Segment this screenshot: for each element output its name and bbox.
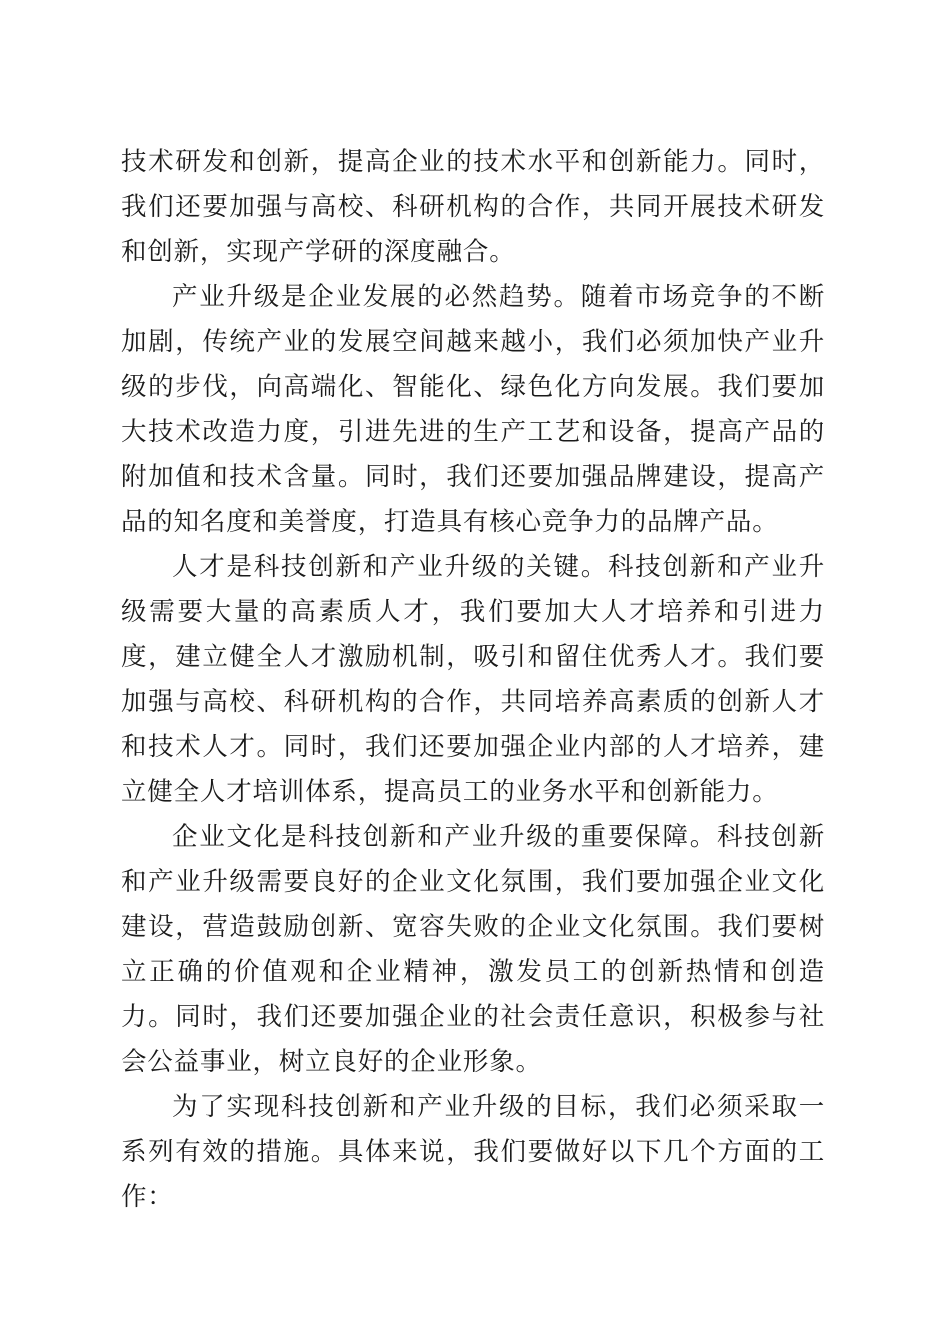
paragraph-measures: 为了实现科技创新和产业升级的目标，我们必须采取一系列有效的措施。具体来说，我们要做好以下几个方面的工作： xyxy=(121,1092,825,1212)
paragraph-corporate-culture: 企业文化是科技创新和产业升级的重要保障。科技创新和产业升级需要良好的企业文化氛围，我们要加强企业文化建设，营造鼓励创新、宽容失败的企业文化氛围。我们要树立正确的价值观和企业精神，激发员工的创新热情和创造力。同时，我们还要加强企业的社会责任意识，积极参与社会公益事业，树立良好的企业形象。 xyxy=(121,822,825,1077)
document-body xyxy=(121,140,825,1220)
paragraph-industry-upgrade: 产业升级是企业发展的必然趋势。随着市场竞争的不断加剧，传统产业的发展空间越来越小，我们必须加快产业升级的步伐，向高端化、智能化、绿色化方向发展。我们要加大技术改造力度，引进先进的生产工艺和设备，提高产品的附加值和技术含量。同时，我们还要加强品牌建设，提高产品的知名度和美誉度，打造具有核心竞争力的品牌产品。 xyxy=(121,282,825,537)
paragraph-talent: 人才是科技创新和产业升级的关键。科技创新和产业升级需要大量的高素质人才，我们要加大人才培养和引进力度，建立健全人才激励机制，吸引和留住优秀人才。我们要加强与高校、科研机构的合作，共同培养高素质的创新人才和技术人才。同时，我们还要加强企业内部的人才培养，建立健全人才培训体系，提高员工的业务水平和创新能力。 xyxy=(121,552,825,807)
paragraph-continuation: 技术研发和创新，提高企业的技术水平和创新能力。同时，我们还要加强与高校、科研机构的合作，共同开展技术研发和创新，实现产学研的深度融合。 xyxy=(121,147,825,267)
